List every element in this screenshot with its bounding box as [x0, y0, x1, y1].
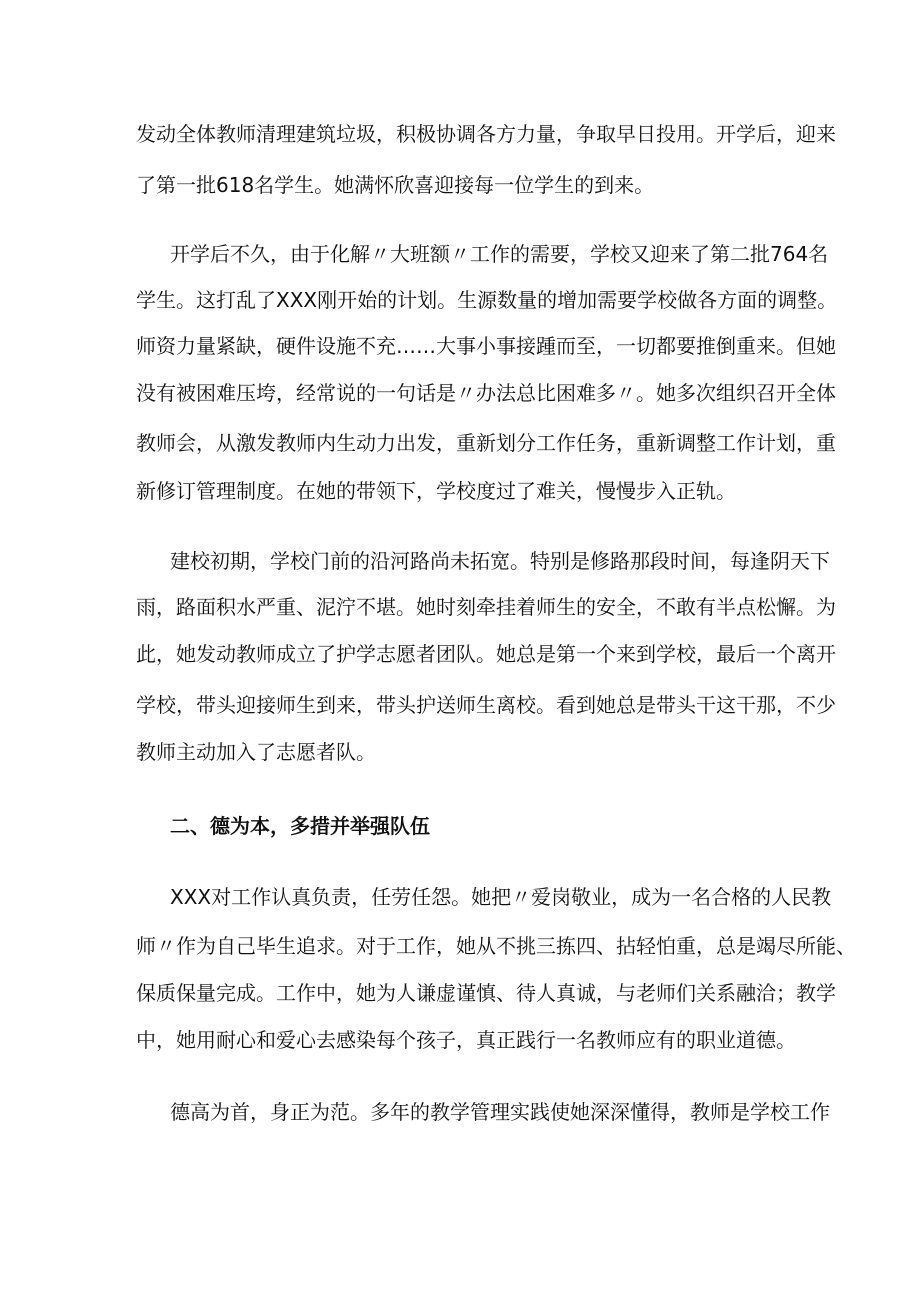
paragraph-3-line-5: 教师主动加入了志愿者队。	[136, 740, 376, 764]
paragraph-3-line-2: 雨，路面积水严重、泥泞不堪。她时刻牵挂着师生的安全，不敢有半点松懈。为	[136, 595, 836, 619]
paragraph-2-line-2: 学生。这打乱了XXX刚开始的计划。生源数量的增加需要学校做各方面的调整。	[136, 288, 838, 312]
paragraph-2-line-6: 新修订管理制度。在她的带领下，学校度过了难关，慢慢步入正轨。	[136, 479, 736, 503]
paragraph-2-line-5: 教师会，从激发教师内生动力出发，重新划分工作任务，重新调整工作计划，重	[136, 431, 836, 455]
paragraph-3-line-4: 学校，带头迎接师生到来，带头护送师生离校。看到她总是带头干这干那，不少	[136, 693, 836, 717]
paragraph-4-line-3: 保质保量完成。工作中，她为人谦虚谨慎、待人真诚，与老师们关系融洽；教学	[136, 981, 836, 1005]
paragraph-4-line-1: XXX对工作认真负责，任劳任怨。她把〃爱岗敬业，成为一名合格的人民教	[170, 885, 832, 909]
paragraph-4-line-2: 师〃作为自己毕生追求。对于工作，她从不挑三拣四、拈轻怕重，总是竭尽所能、	[136, 934, 856, 958]
paragraph-1-line-2: 了第一批618名学生。她满怀欣喜迎接每一位学生的到来。	[136, 173, 655, 197]
paragraph-5-line-1: 德高为首，身正为范。多年的教学管理实践使她深深懂得，教师是学校工作	[170, 1100, 830, 1124]
paragraph-3-line-1: 建校初期，学校门前的沿河路尚未拓宽。特别是修路那段时间，每逢阴天下	[170, 549, 830, 573]
paragraph-3-line-3: 此，她发动教师成立了护学志愿者团队。她总是第一个来到学校，最后一个离开	[136, 642, 836, 666]
paragraph-2-line-4: 没有被困难压垮，经常说的一句话是〃办法总比困难多〃。她多次组织召开全体	[136, 381, 836, 405]
paragraph-2-line-1: 开学后不久，由于化解〃大班额〃工作的需要，学校又迎来了第二批764名	[170, 242, 829, 266]
section-heading: 二、德为本，多措并举强队伍	[170, 814, 430, 838]
paragraph-2-line-3: 师资力量紧缺，硬件设施不充……大事小事接踵而至，一切都要推倒重来。但她	[136, 334, 836, 358]
paragraph-4-line-4: 中，她用耐心和爱心去感染每个孩子，真正践行一名教师应有的职业道德。	[136, 1028, 796, 1052]
paragraph-1-line-1: 发动全体教师清理建筑垃圾，积极协调各方力量，争取早日投用。开学后，迎来	[136, 122, 836, 146]
